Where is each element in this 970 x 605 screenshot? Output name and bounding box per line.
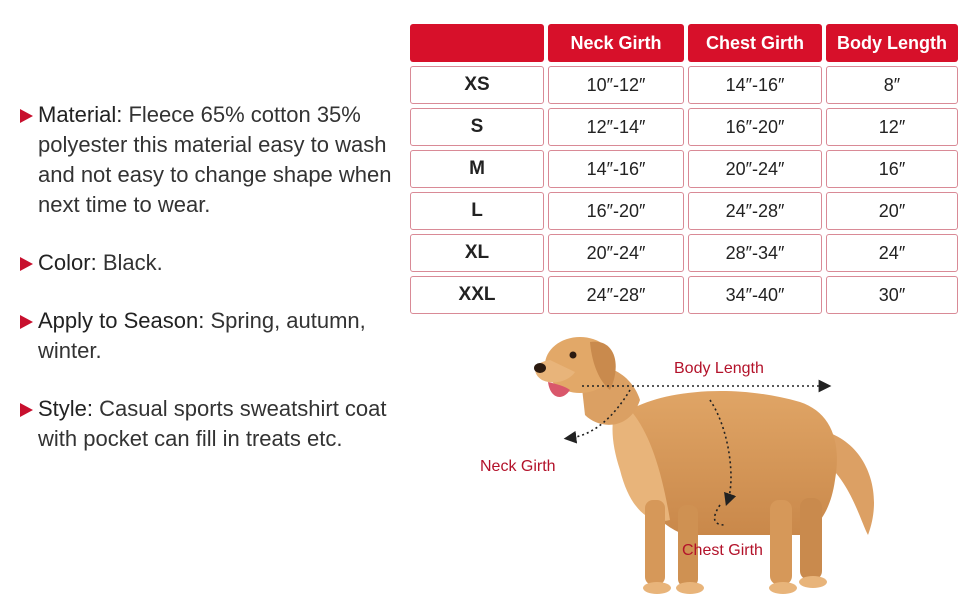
color-key: Color: [38, 250, 91, 275]
header-neck-girth: Neck Girth: [548, 24, 684, 62]
material-key: Material: [38, 102, 117, 127]
color-item: Color: Black.: [18, 248, 413, 278]
size-cell: XXL: [410, 276, 544, 314]
product-description: [18, 100, 413, 482]
dog-eye: [570, 352, 577, 359]
table-row: [410, 108, 958, 146]
header-size: [410, 24, 544, 62]
size-cell: XS: [410, 66, 544, 104]
table-row: [410, 192, 958, 230]
neck-girth-cell: 12″-14″: [548, 108, 684, 146]
chest-girth-cell: 16″-20″: [688, 108, 822, 146]
dog-front-leg: [645, 500, 665, 585]
neck-girth-cell: 10″-12″: [548, 66, 684, 104]
chest-girth-cell: 34″-40″: [688, 276, 822, 314]
season-item: Apply to Season: Spring, autumn, winter.: [18, 306, 413, 366]
body-length-cell: 16″: [826, 150, 958, 188]
size-cell: M: [410, 150, 544, 188]
chest-girth-cell: 24″-28″: [688, 192, 822, 230]
chest-girth-cell: 28″-34″: [688, 234, 822, 272]
table-row: [410, 66, 958, 104]
material-value: Fleece 65% cotton 35% polyester this material easy to wash and not easy to change shape when next time to wear.: [38, 102, 392, 217]
size-cell: S: [410, 108, 544, 146]
table-header-row: [410, 24, 958, 62]
neck-girth-cell: 14″-16″: [548, 150, 684, 188]
header-chest-girth: Chest Girth: [688, 24, 822, 62]
body-length-cell: 30″: [826, 276, 958, 314]
season-value: Spring, autumn, winter.: [38, 308, 366, 363]
body-length-label: Body Length: [674, 360, 764, 377]
material-item: Material: Fleece 65% cotton 35% polyester this material easy to wash and not easy to change shape when next time to wear.: [18, 100, 413, 220]
size-cell: L: [410, 192, 544, 230]
bullet-triangle-icon: [20, 257, 33, 271]
table-row: [410, 276, 958, 314]
style-item: Style: Casual sports sweatshirt coat with pocket can fill in treats etc.: [18, 394, 413, 454]
body-length-cell: 24″: [826, 234, 958, 272]
chest-girth-label: Chest Girth: [682, 542, 763, 559]
neck-girth-label: Neck Girth: [480, 458, 556, 475]
body-length-cell: 20″: [826, 192, 958, 230]
neck-girth-cell: 24″-28″: [548, 276, 684, 314]
body-length-cell: 8″: [826, 66, 958, 104]
size-chart-table: [406, 20, 962, 318]
style-key: Style: [38, 396, 87, 421]
season-key: Apply to Season: [38, 308, 199, 333]
dog-measurement-figure: [470, 320, 960, 600]
style-value: Casual sports sweatshirt coat with pocket can fill in treats etc.: [38, 396, 387, 451]
color-value: Black.: [102, 250, 163, 275]
header-body-length: Body Length: [826, 24, 958, 62]
bullet-triangle-icon: [20, 315, 33, 329]
neck-girth-cell: 20″-24″: [548, 234, 684, 272]
bullet-triangle-icon: [20, 109, 33, 123]
neck-girth-cell: 16″-20″: [548, 192, 684, 230]
size-cell: XL: [410, 234, 544, 272]
dog-nose: [534, 363, 546, 373]
table-row: [410, 234, 958, 272]
bullet-triangle-icon: [20, 403, 33, 417]
chest-girth-cell: 20″-24″: [688, 150, 822, 188]
table-row: [410, 150, 958, 188]
chest-girth-cell: 14″-16″: [688, 66, 822, 104]
body-length-cell: 12″: [826, 108, 958, 146]
dog-back-leg: [800, 498, 822, 580]
dog-back-leg: [770, 500, 792, 585]
